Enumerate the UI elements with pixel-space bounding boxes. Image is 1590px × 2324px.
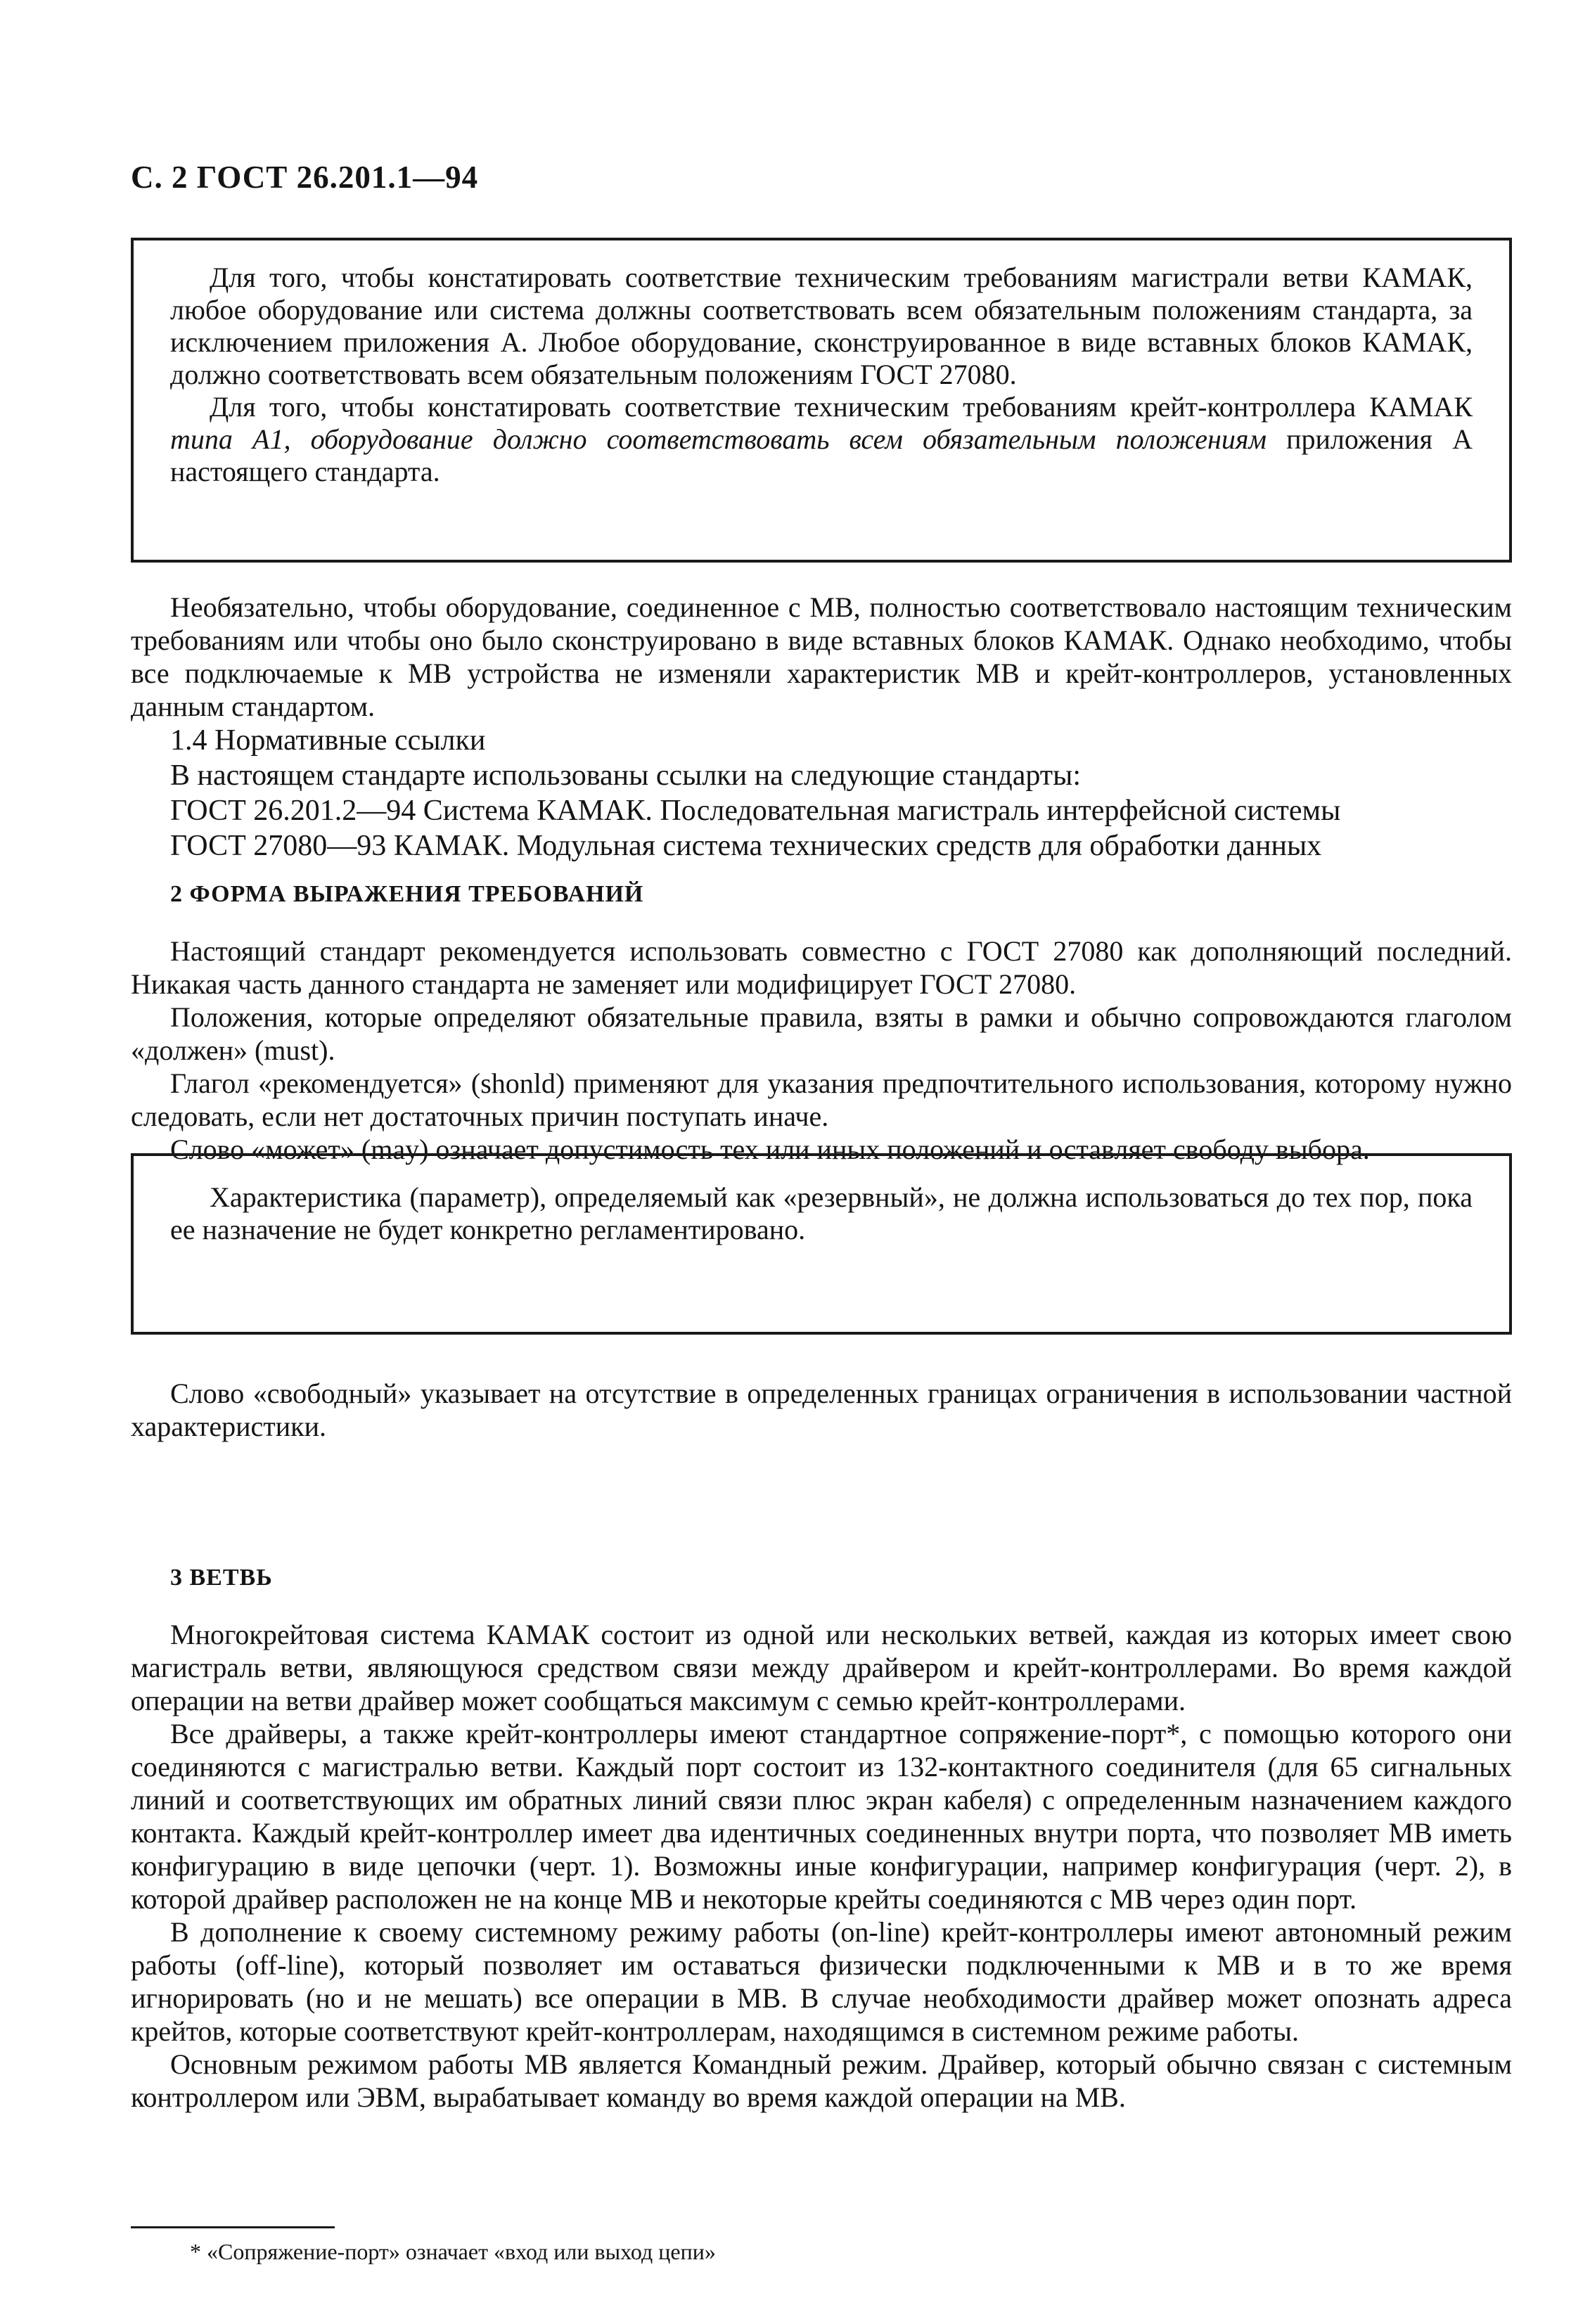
subsection-title-normative-refs: 1.4 Нормативные ссылки	[170, 724, 486, 757]
body-paragraph-may: Слово «может» (may) означает допустимость тех или иных положений и оставляет свободу выбора.	[170, 1134, 1370, 1165]
section-title-3: 3 ВЕТВЬ	[170, 1565, 273, 1591]
box1-paragraph-2	[170, 391, 1473, 488]
box1-paragraph-2-start: Для того, чтобы констатировать соответствие техническим требованиям крейт-контроллера КАМАК	[210, 391, 1473, 423]
body-paragraph-branch-system: Многокрейтовая система КАМАК состоит из одной или нескольких ветвей, каждая из которых имеет свою магистраль ветви, являющуюся средством связи между драйвером и крейт-контроллерами. Во время каждой операции на ветви драйвер может сообщаться максимум с семью крейт-контроллерами.	[131, 1619, 1512, 1716]
body-block-2	[131, 1377, 1512, 1443]
section-title-2: 2 ФОРМА ВЫРАЖЕНИЯ ТРЕБОВАНИЙ	[170, 881, 644, 907]
reference-gost-27080: ГОСТ 27080—93 КАМАК. Модульная система технических средств для обработки данных	[170, 830, 1322, 862]
body-paragraph-offline-mode: В дополнение к своему системному режиму работы (on-line) крейт-контроллеры имеют автономный режим работы (off-line), который позволяет им оставаться физически подключенными к МВ и в то же время игнорировать (но и не мешать) все операции в МВ. В случае необходимости драйвер может опознать адреса крейтов, которые соответствуют крейт-контроллерам, находящимся в системном режиме работы.	[131, 1916, 1512, 2047]
body-paragraph-ports: Все драйверы, а также крейт-контроллеры имеют стандартное сопряжение-порт*, с помощью которого они соединяются с магистралью ветви. Каждый порт состоит из 132-контактного соединителя (для 65 сигнальных линий и соответствующих им обратных линий связи плюс экран кабеля) с определенным назначением каждого контакта. Каждый крейт-контроллер имеет два идентичных соединенных внутри порта, что позволяет МВ иметь конфигурацию в виде цепочки (черт. 1). Возможны иные конфигурации, например конфигурация (черт. 2), в которой драйвер расположен не на конце МВ и некоторые крейты соединяются с МВ через один порт.	[131, 1718, 1512, 1915]
box1-paragraph-2-italic: типа А1, оборудование должно соответствовать всем обязательным положениям	[170, 423, 1267, 455]
refs-intro: В настоящем стандарте использованы ссылки на следующие стандарты:	[170, 759, 1082, 792]
page-header: С. 2 ГОСТ 26.201.1—94	[131, 160, 479, 195]
body-paragraph-usage: Настоящий стандарт рекомендуется использовать совместно с ГОСТ 27080 как дополняющий последний. Никакая часть данного стандарта не заменяет или модифицирует ГОСТ 27080.	[131, 935, 1512, 1000]
box1-paragraph-2-end: приложения А настоящего стандарта.	[170, 423, 1473, 487]
footnote: * «Сопряжение-порт» означает «вход или выход цепи»	[190, 2239, 716, 2264]
reference-gost-26-201-2: ГОСТ 26.201.2—94 Система КАМАК. Последовательная магистраль интерфейсной системы	[170, 795, 1341, 827]
body-paragraph-command-mode: Основным режимом работы МВ является Командный режим. Драйвер, который обычно связан с системным контроллером или ЭВМ, вырабатывает команду во время каждой операции на МВ.	[131, 2048, 1512, 2113]
body-block-3	[131, 1547, 1512, 2114]
mandatory-requirements-box-2	[131, 1153, 1512, 1335]
body-paragraph-free: Слово «свободный» указывает на отсутствие в определенных границах ограничения в использовании частной характеристики.	[131, 1378, 1512, 1442]
body-paragraph-optional-compliance: Необязательно, чтобы оборудование, соединенное с МВ, полностью соответствовало настоящим техническим требованиям или чтобы оно было сконструировано в виде вставных блоков КАМАК. Однако необходимо, чтобы все подключаемые к МВ устройства не изменяли характеристик МВ и крейт-контроллеров, установленных данным стандартом.	[131, 591, 1512, 722]
box1-paragraph-1: Для того, чтобы констатировать соответствие техническим требованиям магистрали ветви КАМАК, любое оборудование или система должны соответствовать всем обязательным положениям стандарта, за исключением приложения А. Любое оборудование, сконструированное в виде вставных блоков КАМАК, должно соответствовать всем обязательным положениям ГОСТ 27080.	[170, 262, 1473, 390]
box2-paragraph-reserved: Характеристика (параметр), определяемый как «резервный», не должна использоваться до тех пор, пока ее назначение не будет конкретно регламентировано.	[170, 1181, 1473, 1245]
body-block-1	[131, 591, 1512, 1166]
mandatory-requirements-box-1	[131, 238, 1512, 563]
body-paragraph-must: Положения, которые определяют обязательные правила, взяты в рамки и обычно сопровождаются глаголом «должен» (must).	[131, 1001, 1512, 1066]
body-paragraph-should: Глагол «рекомендуется» (shonld) применяют для указания предпочтительного использования, которому нужно следовать, если нет достаточных причин поступать иначе.	[131, 1067, 1512, 1132]
footnote-divider	[131, 2226, 335, 2228]
